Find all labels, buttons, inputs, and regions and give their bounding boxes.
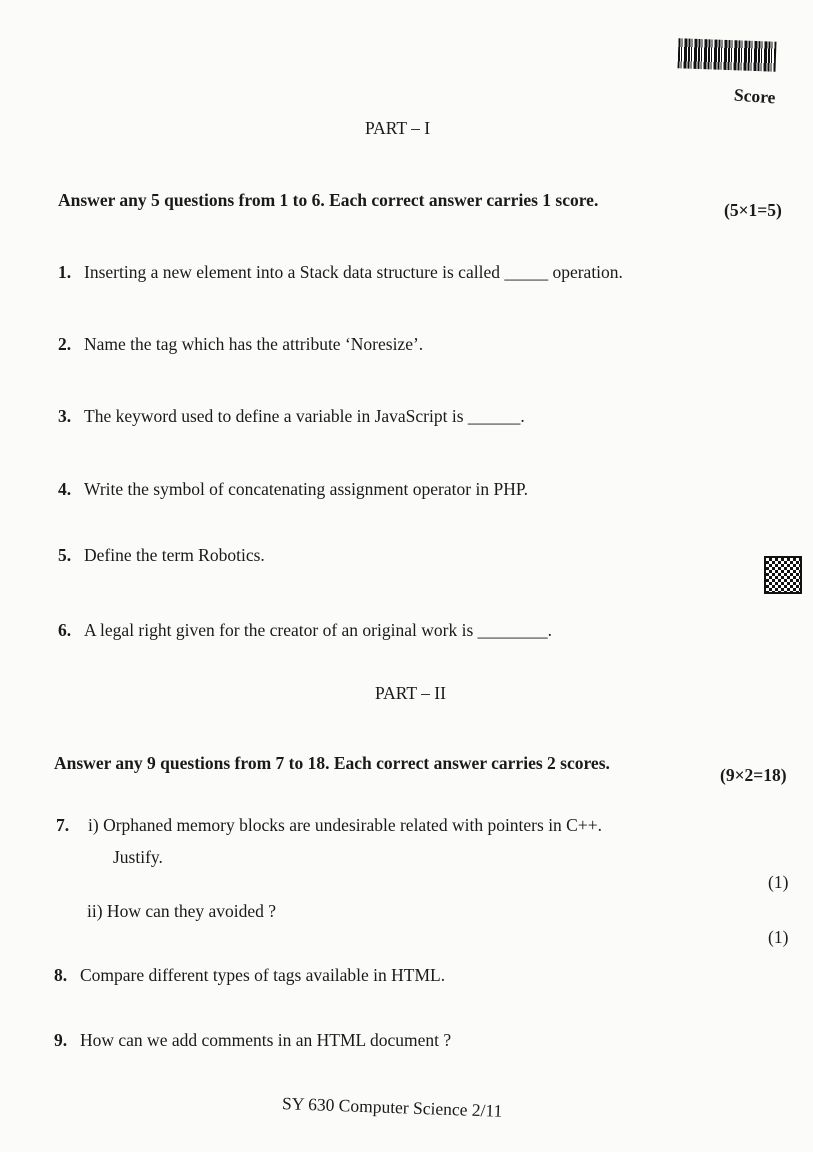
question-8 [54,965,445,986]
question-5 [58,545,265,566]
question-number: 4. [58,479,72,499]
question-number: 2. [58,334,72,354]
question-7 [56,815,602,836]
question-number: 8. [54,965,68,985]
question-text: Name the tag which has the attribute ‘Noresize’. [84,334,424,354]
question-text: How can we add comments in an HTML document ? [80,1030,452,1050]
question-text: Define the term Robotics. [84,545,265,565]
question-number: 7. [56,815,70,835]
part2-marks: (9×2=18) [720,765,787,785]
page-footer: SY 630 Computer Science 2/11 [281,1093,503,1121]
question-3 [58,406,525,427]
question-7-part-ii-marks: (1) [768,927,789,947]
question-7-part-i-cont: Justify. [113,847,163,867]
question-2 [58,334,423,355]
question-text: A legal right given for the creator of an original work is ________. [84,620,553,640]
question-text: Write the symbol of concatenating assignment operator in PHP. [84,479,528,499]
question-number: 6. [58,620,72,640]
question-6 [58,620,552,641]
question-4 [58,479,528,500]
question-1 [58,262,623,283]
question-text: Inserting a new element into a Stack data structure is called _____ operation. [84,262,623,282]
question-9 [54,1030,451,1051]
score-label: Score [733,84,777,108]
qr-code [764,556,802,594]
question-text: Compare different types of tags available in HTML. [80,965,446,985]
part1-marks: (5×1=5) [724,200,782,220]
part2-title: PART – II [375,683,446,703]
question-7-part-ii: ii) How can they avoided ? [87,901,277,921]
question-number: 3. [58,406,72,426]
question-number: 5. [58,545,72,565]
question-7-part-i-marks: (1) [768,872,789,892]
question-number: 1. [58,262,72,282]
question-text: The keyword used to define a variable in JavaScript is ______. [84,406,525,426]
part1-instruction: Answer any 5 questions from 1 to 6. Each correct answer carries 1 score. [58,190,599,210]
question-number: 9. [54,1030,68,1050]
barcode [678,38,777,71]
part1-title: PART – I [365,118,431,138]
part2-instruction: Answer any 9 questions from 7 to 18. Each correct answer carries 2 scores. [54,753,610,773]
question-7-part-i: i) Orphaned memory blocks are undesirable related with pointers in C++. [88,815,602,835]
